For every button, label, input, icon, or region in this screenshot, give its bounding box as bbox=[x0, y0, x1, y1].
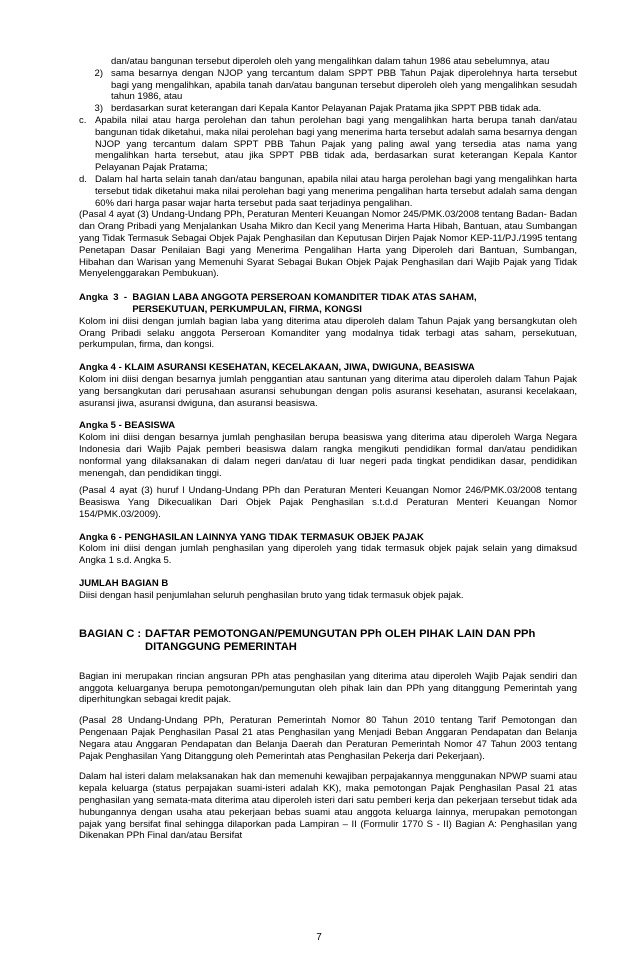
angka5-legal-reference: (Pasal 4 ayat (3) huruf l Undang-Undang PPh dan Peraturan Menteri Keuangan Nomor 246/PMK.03/2008 tentang Beasiswa Yang Dikecualikan Dari Objek Pajak Penghasilan s.t.d.d Peraturan Menteri Keuangan Nomor 154/PMK.03/2009). bbox=[79, 485, 577, 520]
bagian-c-title-line2: DITANGGUNG PEMERINTAH bbox=[145, 641, 297, 654]
bagian-c-paragraph-3: Dalam hal isteri dalam melaksanakan hak dan memenuhi kewajiban perpajakannya menggunakan NPWP suami atau kepala keluarga (status perpajakan suami-isteri adalah KK), maka pemotongan Pajak Penghasilan Pasal 21 atas penghasilan yang semata-mata diterima atau diperoleh isteri dari satu pemberi kerja dan pekerjaan tersebut tidak ada hubungannya dengan usaha atau pekerjaan bebas suami atau anggota keluarga lainnya, merupakan pemotongan pajak yang bersifat final sehingga dilaporkan pada Lampiran – II (Formulir 1770 S - II) Bagian A: Penghasilan yang Dikenakan PPh Final dan/atau Bersifat bbox=[79, 771, 577, 842]
list-item-2 bbox=[79, 68, 577, 103]
angka3-heading bbox=[79, 292, 577, 316]
jumlah-bagian-b-heading: JUMLAH BAGIAN B bbox=[79, 578, 169, 590]
angka4-heading: Angka 4 - KLAIM ASURANSI KESEHATAN, KECELAKAAN, JIWA, DWIGUNA, BEASISWA bbox=[79, 362, 475, 374]
angka6-heading: Angka 6 - PENGHASILAN LAINNYA YANG TIDAK TERMASUK OBJEK PAJAK bbox=[79, 531, 424, 543]
bagian-c-paragraph-2: (Pasal 28 Undang-Undang PPh, Peraturan Pemerintah Nomor 80 Tahun 2010 tentang Tarif Pemotongan dan Pengenaan Pajak Penghasilan Pasal 21 atas Penghasilan yang Menjadi Beban Anggaran Pendapatan dan Belanja Negara atau Anggaran Pendapatan dan Belanja Daerah dan Peraturan Pemerintah Nomor 47 Tahun 2003 tentang Pajak Penghasilan Yang Ditanggung oleh Pemerintah atas Penghasilan Pekerja dari Pekerjaan). bbox=[79, 715, 577, 762]
list-item-d bbox=[79, 174, 577, 209]
legal-reference-paragraph: (Pasal 4 ayat (3) Undang-Undang PPh, Peraturan Menteri Keuangan Nomor 245/PMK.03/2008 tentang Badan- Badan dan Orang Pribadi yang Menjalankan Usaha Mikro dan Kecil yang Menerima Harta Hibah, Bantuan, atau Sumbangan yang Tidak Termasuk Sebagai Objek Pajak Penghasilan dan Keputusan Dirjen Pajak Nomor KEP-11/PJ./1995 tentang Penetapan Dasar Penilaian Bagi yang Menerima Pengalihan Harta yang Diperoleh dari Bantuan, Sumbangan, Hibahan dan Warisan yang Memenuhi Syarat Sebagai Bukan Objek Pajak Penghasilan dari Wajib Pajak yang Tidak Menyelenggarakan Pembukuan). bbox=[79, 209, 577, 280]
bagian-c-label: BAGIAN C : bbox=[79, 627, 145, 640]
list-item-d-label: d. bbox=[79, 173, 87, 185]
angka4-body: Kolom ini diisi dengan besarnya jumlah penggantian atau santunan yang diterima atau diperoleh dalam Tahun Pajak yang bersangkutan dari perusahaan asuransi sehubungan dengan polis asuransi kesehatan, asuransi kecelakaan, asuransi jiwa, asuransi dwiguna, dan asuransi beasiswa. bbox=[79, 373, 577, 409]
angka3-body: Kolom ini diisi dengan jumlah bagian laba yang diterima atau diperoleh dalam Tahun Pajak yang bersangkutan oleh Orang Pribadi selaku anggota Perseroan Komanditer yang modalnya tidak terbagi atas saham, persekutuan, perkumpulan, firma, dan kongsi. bbox=[79, 315, 577, 351]
angka5-body: Kolom ini diisi dengan besarnya jumlah penghasilan berupa beasiswa yang diterima atau diperoleh Warga Negara Indonesia dari Wajib Pajak pemberi beasiswa dalam rangka mengikuti pendidikan formal dan/atau pendidikan nonformal yang dilaksanakan di dalam negeri dan/atau di luar negeri pada tingkat pendidikan dasar, pendidikan menengah, dan pendidikan tinggi. bbox=[79, 432, 577, 479]
angka5-heading: Angka 5 - BEASISWA bbox=[79, 420, 176, 432]
bagian-c-title-line1: DAFTAR PEMOTONGAN/PEMUNGUTAN PPh OLEH PIHAK LAIN DAN PPh bbox=[145, 627, 536, 640]
document-page bbox=[79, 56, 577, 842]
bagian-c-heading bbox=[79, 628, 577, 655]
angka6-body: Kolom ini diisi dengan jumlah penghasilan yang diperoleh yang tidak termasuk objek pajak selain yang dimaksud Angka 1 s.d. Angka 5. bbox=[79, 543, 577, 567]
jumlah-bagian-b-body: Diisi dengan hasil penjumlahan seluruh penghasilan bruto yang tidak termasuk objek pajak. bbox=[79, 589, 464, 601]
list-item-2-text: sama besarnya dengan NJOP yang tercantum dalam SPPT PBB Tahun Pajak diperolehnya harta tersebut bagi yang mengalihkan, apabila tanah dan/atau bangunan tersebut diperoleh oleh yang mengalihkan sesudah tahun 1986, atau bbox=[111, 67, 577, 103]
list-item-3 bbox=[79, 103, 577, 115]
bagian-c-paragraph-1: Bagian ini merupakan rincian angsuran PPh atas penghasilan yang diterima atau diperoleh Wajib Pajak sendiri dan anggota keluarganya berupa pemotongan/pemungutan oleh pihak lain dan PPh yang ditanggung Pemerintah yang diperhitungkan sebagai kredit pajak. bbox=[79, 670, 577, 706]
page-number: 7 bbox=[316, 932, 322, 943]
angka3-prefix: Angka 3 - bbox=[79, 292, 133, 304]
list-item-2-number: 2) bbox=[94, 67, 103, 79]
list-item-3-text: berdasarkan surat keterangan dari Kepala Kantor Pelayanan Pajak Pratama jika SPPT PBB tidak ada. bbox=[111, 103, 542, 115]
list-item-1-continuation: dan/atau bangunan tersebut diperoleh oleh yang mengalihkan dalam tahun 1986 atau sebelumnya, atau bbox=[111, 56, 550, 67]
list-item-c-label: c. bbox=[79, 114, 87, 126]
list-item-c-text: Apabila nilai atau harga perolehan dan tahun perolehan bagi yang mengalihkan harta berupa tanah dan/atau bangunan tidak diketahui, maka nilai perolehan bagi yang menerima harta tersebut adalah sama besarnya dengan NJOP yang tercantum dalam SPPT PBB Tahun Pajak yang paling awal yang tersedia atas nama yang mengalihkan harta tersebut, atau jika SPPT PBB tidak ada, berdasarkan surat keterangan Kepala Kantor Pelayanan Pajak Pratama; bbox=[95, 114, 577, 174]
list-item-c bbox=[79, 115, 577, 174]
list-item-d-text: Dalam hal harta selain tanah dan/atau bangunan, apabila nilai atau harga perolehan bagi yang mengalihkan harta tersebut tidak diketahui maka nilai perolehan bagi yang menerima pengalihan harta tersebut adalah sama dengan 60% dari harga pasar wajar harta tersebut pada saat terjadinya pengalihan. bbox=[95, 173, 577, 209]
list-item-3-number: 3) bbox=[94, 103, 103, 115]
angka3-title-line2: PERSEKUTUAN, PERKUMPULAN, FIRMA, KONGSI bbox=[132, 303, 362, 315]
angka3-title-line1: BAGIAN LABA ANGGOTA PERSEROAN KOMANDITER TIDAK ATAS SAHAM, bbox=[132, 292, 477, 304]
